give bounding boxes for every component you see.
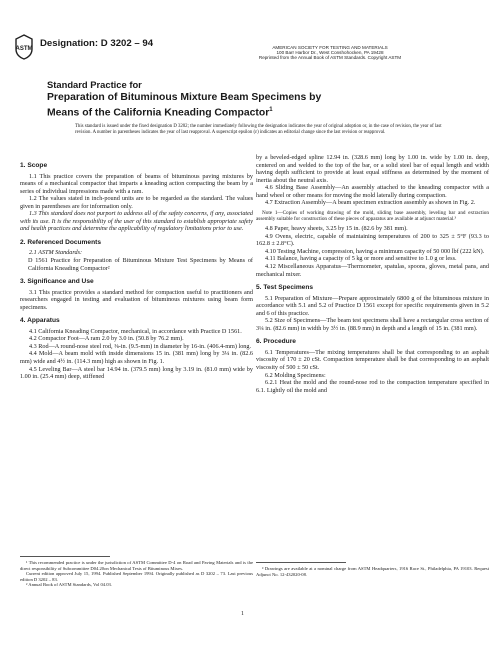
- note: Note 1—Copies of working drawing of the mold, sliding base assembly, leveling bar and extraction assembly suitable for construction of these pieces of apparatus are available at adjunct material.³: [256, 209, 489, 223]
- section-heading: 4. Apparatus: [20, 317, 60, 325]
- paragraph: 3.1 This practice provides a standard method for compaction useful to practitioners and researchers engaged in testing and evaluation of bituminous mixtures using beam form specimens.: [20, 288, 253, 311]
- paragraph: 6.1 Temperatures—The mixing temperatures shall be that corresponding to an asphalt viscosity of 170 ± 20 cSt. Compaction temperature shall be that corresponding to an asphalt viscosity of 500 ± 50 cSt.: [256, 348, 489, 371]
- section-heading: 3. Significance and Use: [20, 278, 94, 286]
- section-heading: 6. Procedure: [256, 338, 296, 346]
- issued-note: This standard is issued under the fixed designation D 3202; the number immediately following the designation indicates the year of original adoption or, in the case of revision, the year of last revision. A number in parentheses indicates the year of last reapproval. A superscript epsilon (ε) indicates an editorial change since the last revision or reapproval.: [75, 124, 442, 136]
- publisher-line: 100 Barr Harbor Dr., West Conshohocken, PA 19428: [276, 50, 384, 56]
- footnote-divider: [20, 556, 110, 557]
- designation: Designation: D 3202 – 94: [40, 38, 154, 49]
- section-heading: 2. Referenced Documents: [20, 238, 101, 246]
- paragraph: 2.1 ASTM Standards:: [29, 249, 83, 257]
- paragraph: 4.10 Testing Machine, compression, having a minimum capacity of 50 000 lbf (222 kN).: [265, 247, 485, 255]
- page-number: 1: [241, 611, 244, 617]
- paragraph: 4.2 Compactor Foot—A ram 2.0 by 3.0 in. (50.8 by 76.2 mm).: [29, 335, 184, 343]
- paragraph: 4.4 Mold—A beam mold with inside dimensions 15 in. (381 mm) long by 3¼ in. (82.6 mm) wide and 4½ in. (114.3 mm) high as shown in Fig. 1.: [20, 350, 253, 366]
- section-heading: 1. Scope: [20, 162, 48, 169]
- paragraph: 4.7 Extraction Assembly—A beam specimen extraction assembly as shown in Fig. 2.: [265, 199, 476, 207]
- publisher-block: [230, 45, 430, 61]
- title-line: Means of the California Kneading Compactor$^1$: [47, 107, 273, 119]
- svg-text:ASTM: ASTM: [15, 46, 33, 52]
- paragraph: 1.2 The values stated in inch-pound units are to be regarded as the standard. The values given in parentheses are for information only.: [20, 195, 253, 210]
- left-column: [20, 156, 253, 381]
- paragraph: 4.8 Paper, heavy sheets, 3.25 by 15 in. (82.6 by 381 mm).: [265, 225, 408, 233]
- paragraph: 5.2 Size of Specimens—The beam test specimens shall have a rectangular cross section of 3¼ in. (82.6 mm) in width by 3½ in. (88.9 mm) in depth and a length of 15 in. (381 mm).: [256, 317, 489, 332]
- footnote-divider: [256, 562, 346, 563]
- paragraph: 4.6 Sliding Base Assembly—An assembly attached to the kneading compactor with a hand wheel or other means for moving the mold laterally during compaction.: [256, 184, 489, 199]
- paragraph: 5.1 Preparation of Mixture—Prepare approximately 6800 g of the bituminous mixture in accordance with 5.1 and 5.2 of Practice D 1561 except for specific requirements given in 5.2 and 6 of this practice.: [256, 294, 489, 317]
- footnote: ¹ This recommended practice is under the jurisdiction of ASTM Committee D-4 on Road and Paving Materials and is the direct responsibility of Subcommittee D04.20on Mechanical Tests of Bituminous Mixes.: [20, 560, 253, 571]
- astm-logo-icon: [14, 34, 34, 60]
- paragraph: 4.12 Miscellaneous Apparatus—Thermometer, spatulas, spoons, gloves, metal pans, and mechanical mixer.: [256, 262, 489, 278]
- paragraph: 6.2 Molding Specimens:: [265, 371, 326, 379]
- footnote: ³ Drawings are available at a nominal charge from ASTM Headquarters, 1916 Race St., Philadelphia, PA 19103. Request Adjunct No. 12-432020-08.: [256, 566, 489, 577]
- title-footnote-mark: 1: [269, 107, 273, 114]
- paragraph: 4.1 California Kneading Compactor, mechanical, in accordance with Practice D 1561.: [29, 327, 242, 335]
- footnote: ² Annual Book of ASTM Standards, Vol 04.03.: [26, 582, 112, 588]
- paragraph: by a beveled-edged spline 12.94 in. (328.6 mm) long by 1.00 in. wide by 1.00 in. deep, centered on and welded to the top of the bar, or a solid steel bar of equal length and width having depth sufficient to provide at least equal stiffness as determined by the moment of inertia about the neutral axis.: [256, 154, 489, 184]
- paragraph: 6.2.1 Heat the mold and the round-nose rod to the compaction temperature specified in 6.1. Lightly oil the mold and: [256, 379, 489, 394]
- title-line: Preparation of Bituminous Mixture Beam Specimens by: [47, 91, 322, 103]
- document-title: [47, 79, 487, 120]
- footnote: Current edition approved July 15, 1994. Published September 1994. Originally published as D 3202 – 73. Last previous edition D 3202 – 83.: [20, 571, 253, 582]
- paragraph: 4.5 Leveling Bar—A steel bar 14.94 in. (379.5 mm) long by 3.19 in. (81.0 mm) wide by 1.00 in. (25.4 mm) deep, stiffened: [20, 365, 253, 381]
- paragraph: 1.1 This practice covers the preparation of beams of bituminous paving mixtures by means of a mechanical compactor that imparts a kneading action compacting the beam by a series of individual impressions made with a ram.: [20, 172, 253, 195]
- paragraph: 4.11 Balance, having a capacity of 5 kg or more and sensitive to 1.0 g or less.: [265, 255, 457, 263]
- paragraph: 4.3 Rod—A round-nose steel rod, ⅜-in. (9.5-mm) in diameter by 16-in. (406.4-mm) long.: [29, 342, 252, 350]
- footnotes-left: [20, 560, 253, 588]
- footnote-right: [256, 566, 489, 577]
- publisher-line: Reprinted from the Annual Book of ASTM Standards. Copyright ASTM: [258, 55, 402, 61]
- publisher-line: AMERICAN SOCIETY FOR TESTING AND MATERIALS: [272, 45, 388, 50]
- right-column: [256, 154, 489, 394]
- paragraph: 1.3 This standard does not purport to address all of the safety concerns, if any, associated with its use. It is the responsibility of the user of this standard to establish appropriate safety and health practices and determine the applicability of regulatory limitations prior to use.: [20, 210, 253, 233]
- section-heading: 5. Test Specimens: [256, 284, 314, 292]
- title-line: Standard Practice for: [47, 79, 142, 90]
- reference-item: D 1561 Practice for Preparation of Bituminous Mixture Test Specimens by Means of California Kneading Compactor²: [28, 257, 253, 272]
- paragraph: 4.9 Ovens, electric, capable of maintaining temperatures of 200 to 325 ± 5°F (93.3 to 162.8 ± 2.8°C).: [256, 232, 489, 248]
